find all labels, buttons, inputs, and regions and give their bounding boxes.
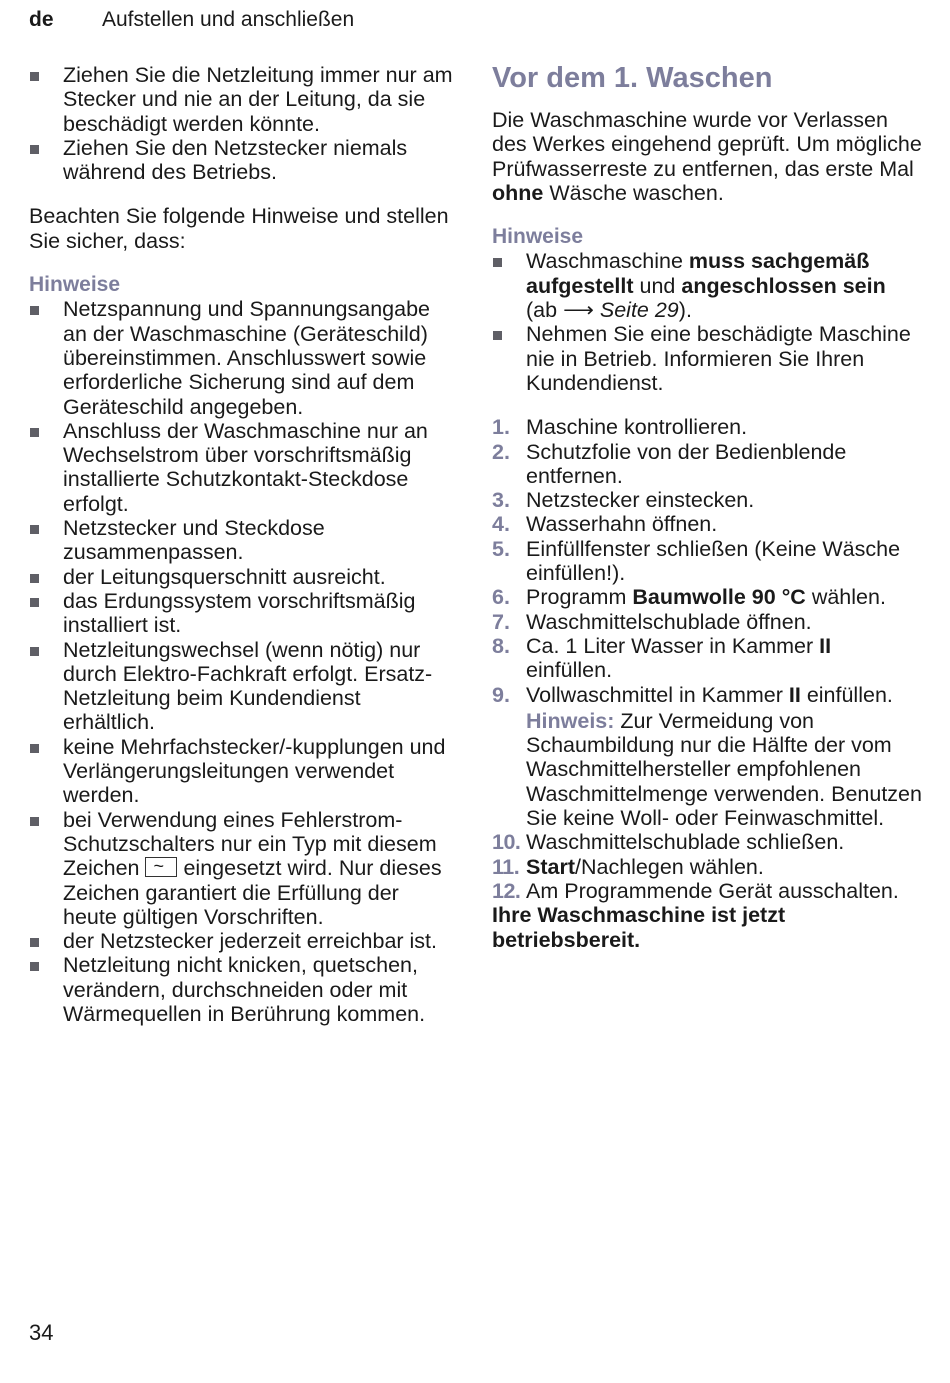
page-heading: Vor dem 1. Waschen: [492, 62, 773, 94]
intro-text: Beachten Sie folgende Hinweise und stellen Sie sicher, dass:: [29, 204, 449, 253]
list-item: Nehmen Sie eine beschädigte Maschine nie in Betrieb. Informieren Sie Ihren Kundendienst.: [492, 322, 922, 395]
step-item: 12. Am Programmende Gerät ausschalten.: [492, 878, 899, 903]
list-item: der Netzstecker jederzeit erreichbar ist.: [29, 929, 454, 953]
notes-heading: Hinweise: [492, 225, 584, 249]
step-item: 3. Netzstecker einstecken.: [492, 488, 755, 513]
top-bullet-list: [29, 63, 454, 184]
step-item: 4. Wasserhahn öffnen.: [492, 512, 718, 537]
list-item: Netzstecker und Steckdose zusammenpassen.: [29, 516, 454, 565]
list-item: Anschluss der Waschmaschine nur an Wechselstrom über vorschriftsmäßig installierte Schutzkontakt-Steckdose erfolgt.: [29, 419, 454, 516]
list-item: Ziehen Sie die Netzleitung immer nur am Stecker und nie an der Leitung, da sie beschädigt werden könnte.: [29, 63, 454, 136]
step-item: 1. Maschine kontrollieren.: [492, 415, 748, 440]
language-code: de: [29, 8, 54, 31]
arrow-icon: ⟶: [563, 298, 594, 323]
rcd-text-before: bei Verwendung eines Fehlerstrom-Schutzschalters nur ein Typ mit diesem Zeichen: [63, 807, 437, 881]
final-statement: Ihre Waschmaschine ist jetzt betriebsbereit.: [492, 903, 786, 952]
step-item: 2. Schutzfolie von der Bedienblende entfernen.: [492, 439, 847, 488]
list-item: Netzleitungswechsel (wenn nötig) nur durch Elektro-Fachkraft erfolgt. Ersatz-Netzleitung beim Kundendienst erhältlich.: [29, 638, 454, 735]
step-item: 10. Waschmittelschublade schließen.: [492, 830, 845, 855]
list-item: Waschmaschine muss sachgemäß aufgestellt und angeschlossen sein (ab ⟶ Seite 29).: [492, 249, 922, 322]
step-item: 11. Start/Nachlegen wählen.: [492, 854, 764, 879]
page-number: 34: [29, 1320, 54, 1345]
list-item: [29, 808, 454, 929]
list-item: Netzleitung nicht knicken, quetschen, verändern, durchschneiden oder mit Wärmequellen in Berührung kommen.: [29, 953, 454, 1026]
rcd-text-after: eingesetzt wird. Nur dieses Zeichen garantiert die Erfüllung der heute gültigen Vorschriften.: [63, 856, 442, 929]
section-title: Aufstellen und anschließen: [102, 8, 355, 31]
step-item: 7. Waschmittelschublade öffnen.: [492, 609, 812, 634]
step-item: 9. Vollwaschmittel in Kammer II einfüllen. Hinweis: Zur Vermeidung von Schaumbildung nur die Hälfte der vom Waschmittelhersteller empfohlenen Waschmittelmenge verwenden. Benutzen Sie keine Woll- oder Feinwaschmittel.: [492, 682, 922, 831]
notes-heading: Hinweise: [29, 273, 121, 297]
notes-list: [29, 297, 454, 1026]
steps-list: [492, 415, 922, 903]
left-column: [29, 63, 454, 1026]
step-item: 5. Einfüllfenster schließen (Keine Wäsche einfüllen!).: [492, 536, 901, 586]
list-item: Netzspannung und Spannungsangabe an der Waschmaschine (Geräteschild) übereinstimmen. Anschlusswert sowie erforderliche Sicherung sind auf dem Geräteschild angegeben.: [29, 297, 454, 418]
step-item: 6. Programm Baumwolle 90 °C wählen.: [492, 585, 886, 610]
page-link[interactable]: Seite 29: [599, 298, 679, 323]
list-item: keine Mehrfachstecker/-kupplungen und Verlängerungsleitungen verwendet werden.: [29, 735, 454, 808]
notes-list: [492, 249, 922, 395]
list-item: das Erdungssystem vorschriftsmäßig installiert ist.: [29, 589, 454, 638]
intro-text: Die Waschmaschine wurde vor Verlassen des Werkes eingehend geprüft. Um mögliche Prüfwasserreste zu entfernen, das erste Mal ohne Wäsche waschen.: [492, 108, 922, 205]
rcd-symbol-icon: [145, 857, 177, 877]
list-item: Ziehen Sie den Netzstecker niemals während des Betriebs.: [29, 136, 454, 185]
list-item: der Leitungsquerschnitt ausreicht.: [29, 565, 454, 589]
step-note: Hinweis: Zur Vermeidung von Schaumbildung nur die Hälfte der vom Waschmittelhersteller empfohlenen Waschmittelmenge verwenden. Benutzen Sie keine Woll- oder Feinwaschmittel.: [526, 708, 922, 831]
step-item: 8. Ca. 1 Liter Wasser in Kammer II einfüllen.: [492, 633, 832, 683]
right-column: [492, 62, 922, 952]
